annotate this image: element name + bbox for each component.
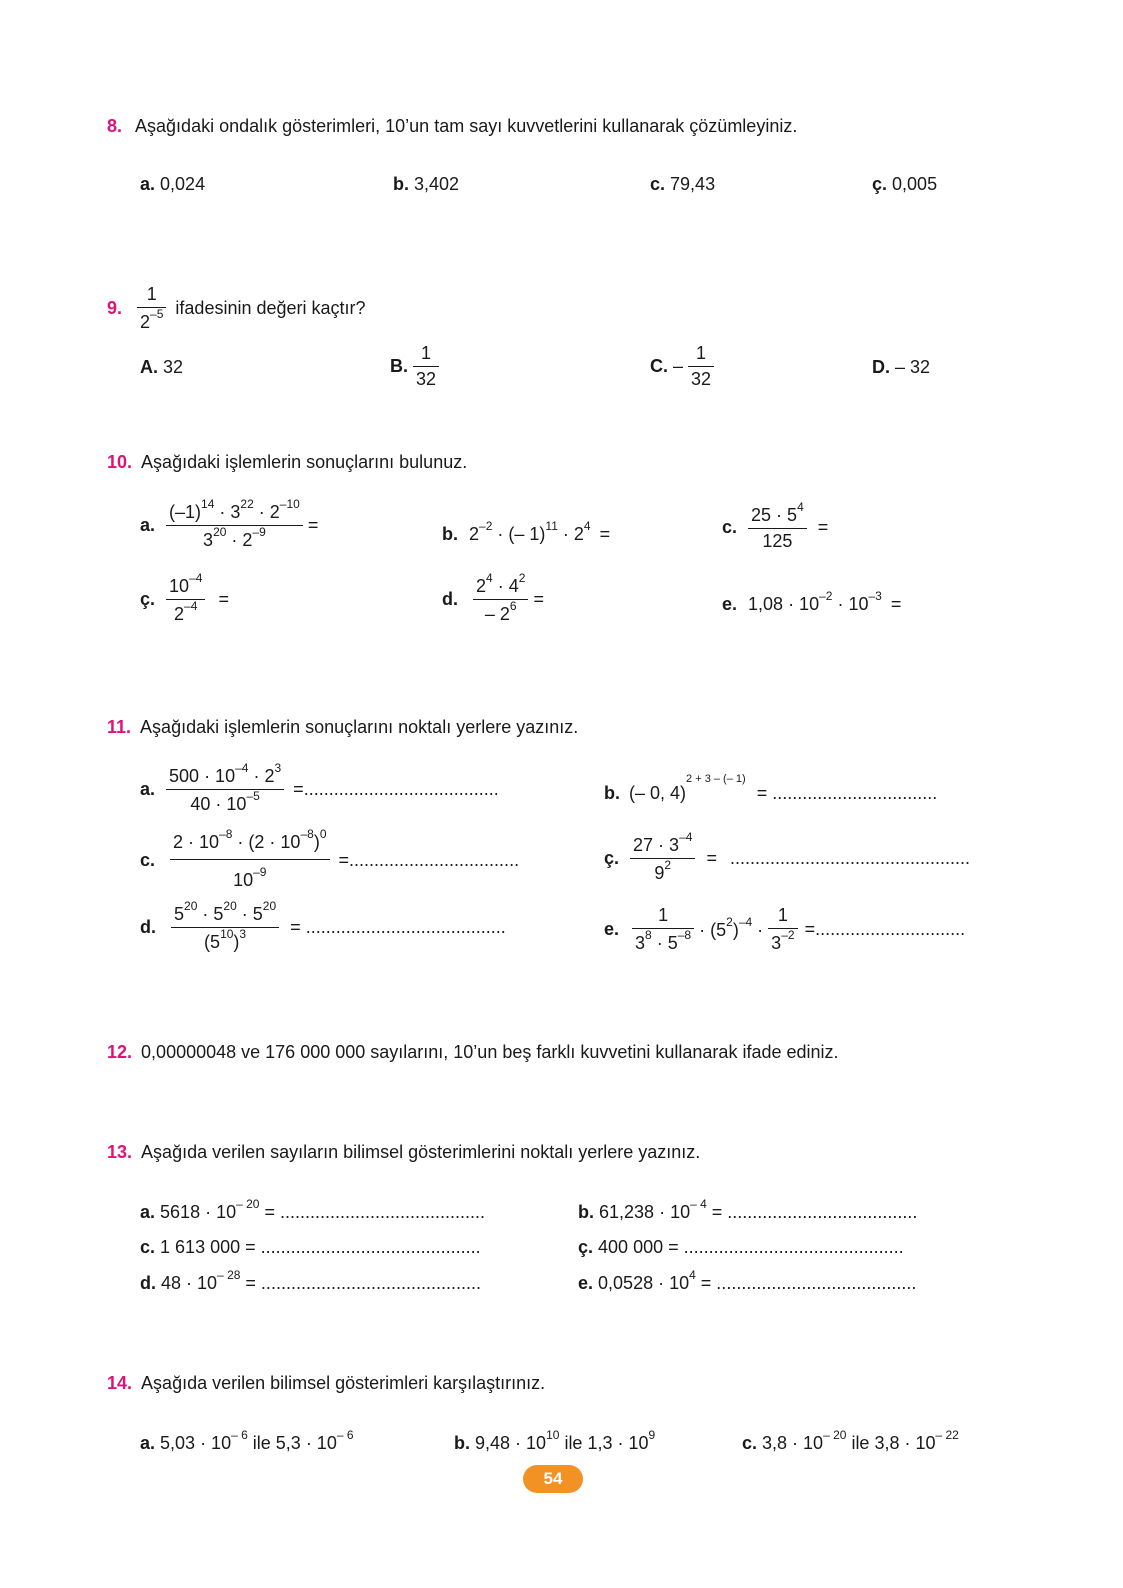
q8-item-c: c. 79,43 <box>650 174 716 194</box>
q13-item-b: b. $61,238 \cdot 10^{- 4}$ = ...................................... <box>578 1197 918 1222</box>
question-number: 8. <box>107 116 123 136</box>
q10-item-e: e. $1,08 \cdot 10^{-2} \cdot 10^{-3}$ = <box>722 589 902 614</box>
question-11 <box>107 717 578 738</box>
option-a[interactable]: A. 32 <box>140 357 184 377</box>
q11-item-d: d. $\frac{5^{20} \cdot 5^{20} \cdot 5^{20}}{(5^{10})^3}$ = ........................................ <box>140 899 506 952</box>
question-13 <box>107 1142 700 1163</box>
q8-item-b: b. 3,402 <box>393 174 460 194</box>
q13-item-e: e. $0,0528 \cdot 10^4$ = ........................................ <box>578 1268 917 1293</box>
q10-item-b: b. $2^{-2}$ · (– $1)^{11} \cdot 2^4$ = <box>442 519 611 544</box>
fraction: $\frac{1}{2^{-5}}$ <box>137 284 166 333</box>
q14-item-a: a. $5,03 \cdot 10^{- 6}$ ile $5,3 \cdot 10^{- 6}$ <box>140 1428 354 1453</box>
question-number: 12. <box>107 1042 133 1062</box>
q8-item-a: a. 0,024 <box>140 174 206 194</box>
question-text: Aşağıda verilen sayıların bilimsel gösterimlerini noktalı yerlere yazınız. <box>141 1142 701 1162</box>
question-number: 11. <box>107 717 132 737</box>
question-text: Aşağıda verilen bilimsel gösterimleri karşılaştırınız. <box>141 1373 546 1393</box>
question-8 <box>107 116 797 137</box>
q13-item-a: a. $5618 \cdot 10^{- 20}$ = ......................................... <box>140 1197 486 1222</box>
question-text: 0,00000048 ve 176 000 000 sayılarını, 10’un beş farklı kuvvetini kullanarak ifade ediniz. <box>141 1042 839 1062</box>
q11-item-a: a. $\frac{500 \cdot 10^{-4} \cdot 2^3}{40 \cdot 10^{-5}}$ =....................................... <box>140 761 499 814</box>
option-c[interactable]: C. – $\frac{1}{32}$ <box>650 343 714 390</box>
q11-item-c: c. $\frac{2 \cdot 10^{-8} \cdot (2 \cdot 10^{-8})^0}{10^{-9}}$ =.................................. <box>140 827 520 890</box>
question-text: Aşağıdaki işlemlerin sonuçlarını bulunuz. <box>141 452 468 472</box>
question-text: Aşağıdaki işlemlerin sonuçlarını noktalı yerlere yazınız. <box>140 717 579 737</box>
q11-item-e: e. $\frac{1}{3^8 \cdot 5^{-8}}$ · $(5^2)^{-4}$ · $\frac{1}{3^{-2}}$ =.............................. <box>604 905 966 953</box>
q8-item-cc: ç. 0,005 <box>872 174 938 194</box>
q13-item-cc: ç. 400 000 = ............................................ <box>578 1237 904 1257</box>
q11-item-cc: ç. $\frac{27 \cdot 3^{-4}}{9^2}$ = ................................................ <box>604 830 971 883</box>
q14-item-c: c. $3,8 \cdot 10^{- 20}$ ile $3,8 \cdot 10^{- 22}$ <box>742 1428 959 1453</box>
option-d[interactable]: D. – 32 <box>872 357 931 377</box>
q10-item-a: a. $\frac{(-1)^{14} \cdot 3^{22} \cdot 2^{-10}}{3^{20} \cdot 2^{-9}}$ = <box>140 497 319 550</box>
question-text: Aşağıdaki ondalık gösterimleri, 10’un tam sayı kuvvetlerini kullanarak çözümleyiniz. <box>135 116 798 136</box>
question-12 <box>107 1042 839 1063</box>
question-number: 14. <box>107 1373 133 1393</box>
question-number: 10. <box>107 452 133 472</box>
q10-item-d: d. $\frac{2^4 \cdot 4^2}{- 2^6}$ = <box>442 571 544 624</box>
q13-item-d: d. $48 \cdot 10^{- 28}$ = ............................................ <box>140 1268 481 1293</box>
page-number-badge: 54 <box>523 1465 583 1493</box>
q14-item-b: b. $9,48 \cdot 10^{10}$ ile $1,3 \cdot 10^9$ <box>454 1428 656 1453</box>
option-b[interactable]: B. $\frac{1}{32}$ <box>390 343 439 390</box>
q13-item-c: c. 1 613 000 = ............................................ <box>140 1237 481 1257</box>
question-number: 9. <box>107 298 123 318</box>
question-10 <box>107 452 467 473</box>
q10-item-c: c. $\frac{25 \cdot 5^4}{125}$ = <box>722 500 829 551</box>
question-14 <box>107 1373 545 1394</box>
question-number: 13. <box>107 1142 133 1162</box>
q10-item-cc: ç. $\frac{10^{-4}}{2^{-4}}$ = <box>140 571 229 624</box>
question-text: ifadesinin değeri kaçtır? <box>175 298 366 318</box>
q11-item-b: b. (– 0, 4)$^{2 + 3 - (- 1)}$ = ................................. <box>604 773 938 803</box>
question-9 <box>107 284 366 333</box>
